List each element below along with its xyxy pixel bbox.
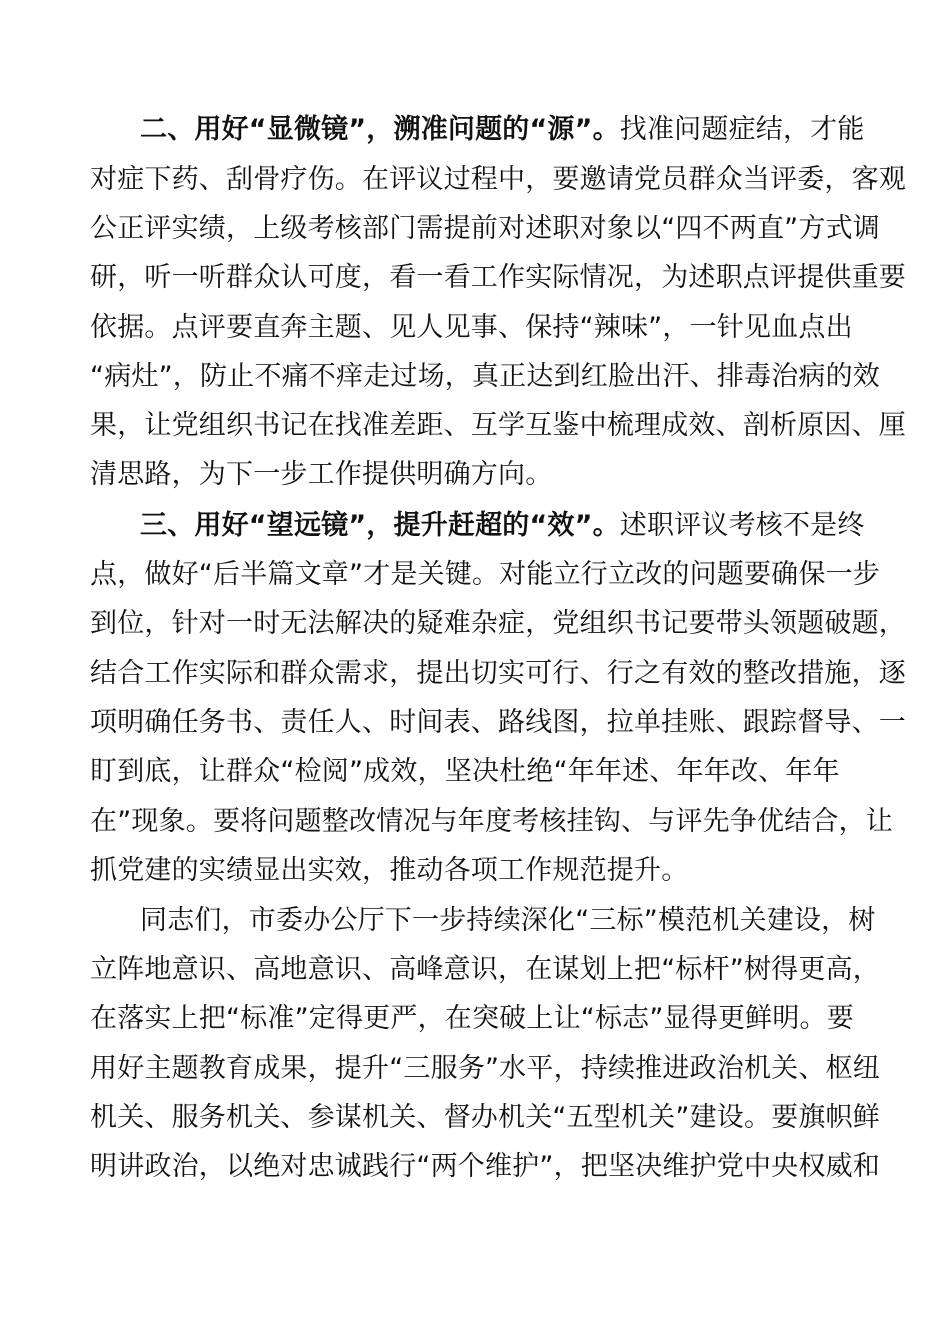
closing-line-0: 同志们，市委办公厅下一步持续深化“三标”模范机关建设，树: [140, 905, 876, 936]
section2-line-4: 依据。点评要直奔主题、见人见事、保持“辣味”，一针见血点出: [90, 312, 853, 343]
section2-line-2: 公正评实绩，上级考核部门需提前对述职对象以“四不两直”方式调: [90, 213, 880, 244]
section2-line-1: 对症下药、刮骨疗伤。在评议过程中，要邀请党员群众当评委，客观: [90, 164, 906, 195]
section3-line-7: 抓党建的实绩显出实效，推动各项工作规范提升。: [90, 855, 689, 886]
section2-line-0: 找准问题症结，才能: [619, 114, 865, 145]
closing-line-2: 在落实上把“标准”定得更严，在突破上让“标志”显得更鲜明。要: [90, 1003, 854, 1034]
section2-line-7: 清思路，为下一步工作提供明确方向。: [90, 459, 553, 490]
section3-line-0: 述职评议考核不是终: [619, 510, 865, 541]
closing-line-3: 用好主题教育成果，提升“三服务”水平，持续推进政治机关、枢纽: [90, 1053, 880, 1084]
section3-heading: 三、用好“望远镜”，提升赶超的“效”。: [140, 510, 620, 541]
section2-first-line: [140, 110, 940, 150]
closing-line-5: 明讲政治，以绝对忠诚践行“两个维护”，把坚决维护党中央权威和: [90, 1151, 880, 1182]
section3-line-6: 在”现象。要将问题整改情况与年度考核挂钩、与评先争优结合，让: [90, 806, 893, 837]
section3-first-line: [140, 506, 940, 546]
closing-line-4: 机关、服务机关、参谋机关、督办机关“五型机关”建设。要旗帜鲜: [90, 1102, 880, 1133]
section3-line-3: 结合工作实际和群众需求，提出切实可行、行之有效的整改措施，逐: [90, 658, 906, 689]
section3-line-1: 点，做好“后半篇文章”才是关键。对能立行立改的问题要确保一步: [90, 559, 880, 590]
section2-line-6: 果，让党组织书记在找准差距、互学互鉴中梳理成效、剖析原因、厘: [90, 410, 906, 441]
section3-line-4: 项明确任务书、责任人、时间表、路线图，拉单挂账、跟踪督导、一: [90, 707, 906, 738]
closing-line-1: 立阵地意识、高地意识、高峰意识，在谋划上把“标杆”树得更高，: [90, 954, 880, 985]
section2-line-5: “病灶”，防止不痛不痒走过场，真正达到红脸出汗、排毒治病的效: [90, 361, 880, 392]
section2-heading: 二、用好“显微镜”，溯准问题的“源”。: [140, 114, 620, 145]
section2-line-3: 研，听一听群众认可度，看一看工作实际情况，为述职点评提供重要: [90, 262, 906, 293]
section3-line-2: 到位，针对一时无法解决的疑难杂症，党组织书记要带头领题破题，: [90, 608, 906, 639]
section3-line-5: 盯到底，让群众“检阅”成效，坚决杜绝“年年述、年年改、年年: [90, 756, 840, 787]
